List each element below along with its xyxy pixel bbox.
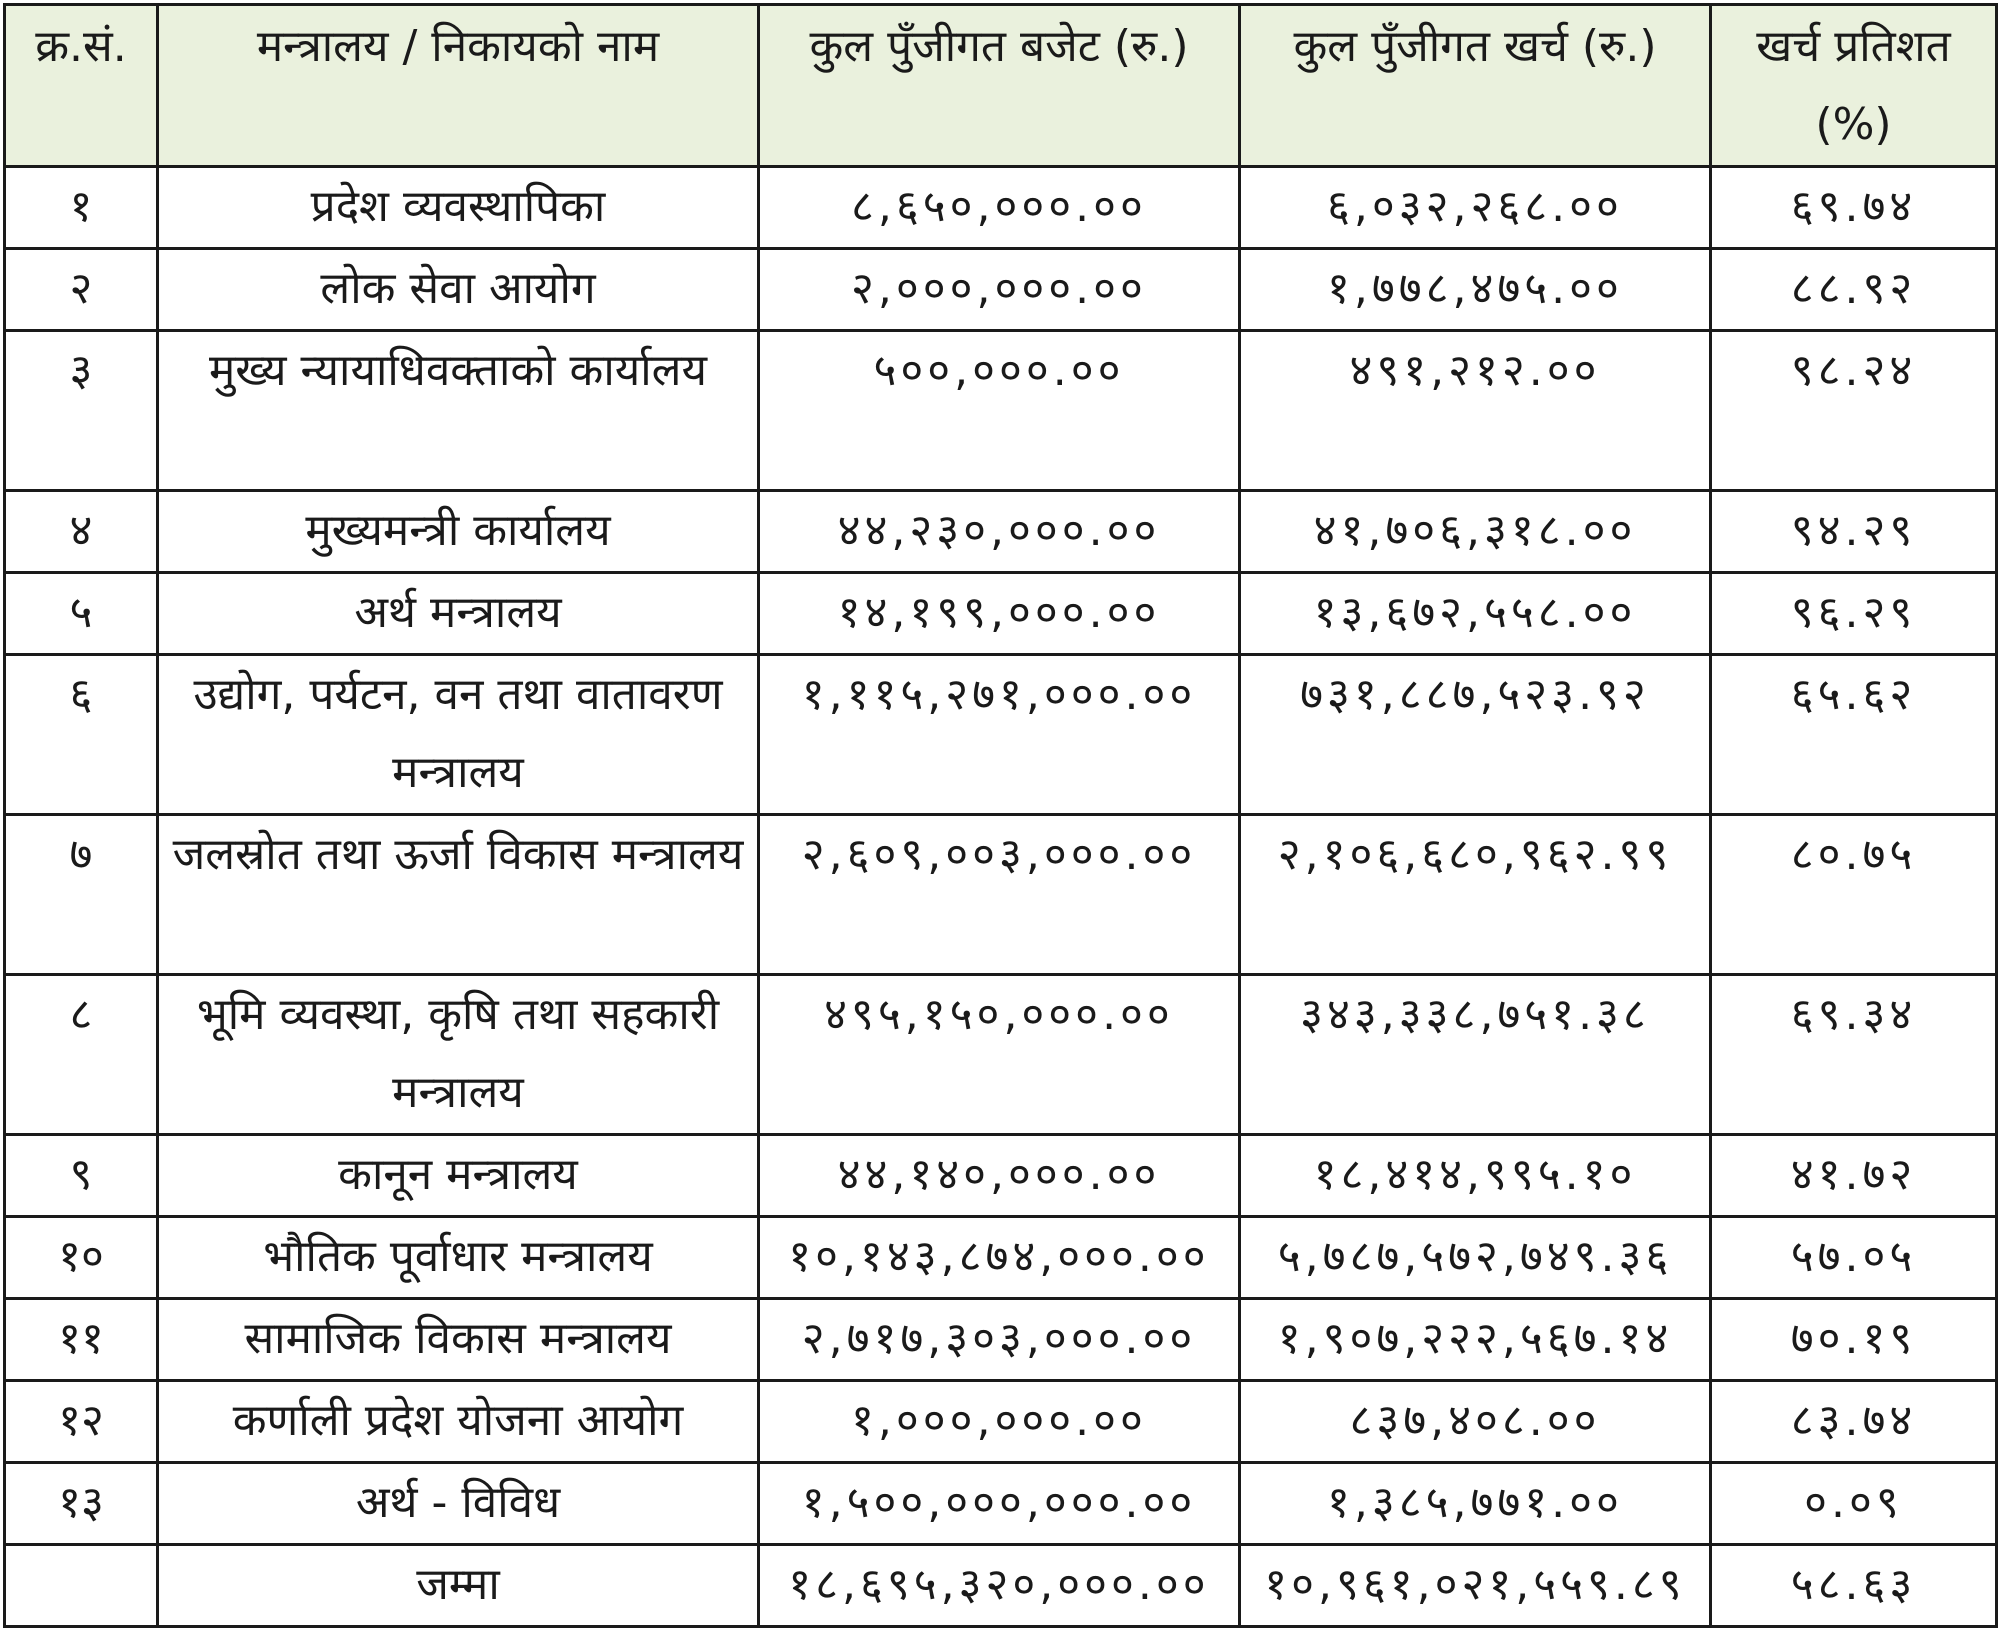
table-row — [5, 975, 1997, 1135]
total-row — [5, 1545, 1997, 1627]
header-total-expenditure: कुल पुँजीगत खर्च (रु.) — [1240, 5, 1711, 167]
row-budget: ५००,०००.०० — [759, 331, 1240, 491]
row-percent: ७०.१९ — [1711, 1299, 1997, 1381]
row-budget: २,७१७,३०३,०००.०० — [759, 1299, 1240, 1381]
row-expenditure: ७३१,८८७,५२३.९२ — [1240, 655, 1711, 815]
row-percent: ६९.७४ — [1711, 167, 1997, 249]
row-expenditure: १८,४१४,९९५.१० — [1240, 1135, 1711, 1217]
header-ministry-name: मन्त्रालय / निकायको नाम — [158, 5, 759, 167]
row-serial: ४ — [5, 491, 158, 573]
header-total-budget: कुल पुँजीगत बजेट (रु.) — [759, 5, 1240, 167]
row-budget: ४९५,१५०,०००.०० — [759, 975, 1240, 1135]
row-serial: ८ — [5, 975, 158, 1135]
row-serial: ७ — [5, 815, 158, 975]
row-ministry-name: भौतिक पूर्वाधार मन्त्रालय — [158, 1217, 759, 1299]
row-ministry-name: मुख्यमन्त्री कार्यालय — [158, 491, 759, 573]
total-label: जम्मा — [158, 1545, 759, 1627]
row-budget: ८,६५०,०००.०० — [759, 167, 1240, 249]
row-budget: २,०००,०००.०० — [759, 249, 1240, 331]
row-expenditure: १,९०७,२२२,५६७.१४ — [1240, 1299, 1711, 1381]
table-row — [5, 1135, 1997, 1217]
row-ministry-name: अर्थ - विविध — [158, 1463, 759, 1545]
row-ministry-name: लोक सेवा आयोग — [158, 249, 759, 331]
row-ministry-name: प्रदेश व्यवस्थापिका — [158, 167, 759, 249]
table-row — [5, 167, 1997, 249]
table-row — [5, 1381, 1997, 1463]
row-budget: ४४,२३०,०००.०० — [759, 491, 1240, 573]
row-serial: ५ — [5, 573, 158, 655]
row-budget: २,६०९,००३,०००.०० — [759, 815, 1240, 975]
row-serial: १२ — [5, 1381, 158, 1463]
row-percent: ४१.७२ — [1711, 1135, 1997, 1217]
total-expenditure: १०,९६१,०२१,५५९.८९ — [1240, 1545, 1711, 1627]
row-expenditure: ६,०३२,२६८.०० — [1240, 167, 1711, 249]
table-row — [5, 249, 1997, 331]
table-row — [5, 1217, 1997, 1299]
total-serial — [5, 1545, 158, 1627]
row-percent: ०.०९ — [1711, 1463, 1997, 1545]
row-ministry-name: भूमि व्यवस्था, कृषि तथा सहकारी मन्त्रालय — [158, 975, 759, 1135]
row-budget: १,११५,२७१,०००.०० — [759, 655, 1240, 815]
table-row — [5, 1463, 1997, 1545]
row-serial: ९ — [5, 1135, 158, 1217]
row-percent: ५७.०५ — [1711, 1217, 1997, 1299]
row-expenditure: ४९१,२१२.०० — [1240, 331, 1711, 491]
row-ministry-name: सामाजिक विकास मन्त्रालय — [158, 1299, 759, 1381]
row-expenditure: ५,७८७,५७२,७४९.३६ — [1240, 1217, 1711, 1299]
row-expenditure: ८३७,४०८.०० — [1240, 1381, 1711, 1463]
row-percent: ९८.२४ — [1711, 331, 1997, 491]
table-row — [5, 573, 1997, 655]
total-budget: १८,६९५,३२०,०००.०० — [759, 1545, 1240, 1627]
row-serial: ११ — [5, 1299, 158, 1381]
row-expenditure: १,३८५,७७१.०० — [1240, 1463, 1711, 1545]
row-expenditure: १३,६७२,५५८.०० — [1240, 573, 1711, 655]
row-budget: १४,१९९,०००.०० — [759, 573, 1240, 655]
row-ministry-name: अर्थ मन्त्रालय — [158, 573, 759, 655]
row-percent: ६९.३४ — [1711, 975, 1997, 1135]
table-row — [5, 815, 1997, 975]
total-percent: ५८.६३ — [1711, 1545, 1997, 1627]
row-expenditure: ४१,७०६,३१८.०० — [1240, 491, 1711, 573]
row-budget: १,५००,०००,०००.०० — [759, 1463, 1240, 1545]
row-ministry-name: जलस्रोत तथा ऊर्जा विकास मन्त्रालय — [158, 815, 759, 975]
row-budget: १०,१४३,८७४,०००.०० — [759, 1217, 1240, 1299]
capital-expenditure-table — [3, 3, 1998, 1628]
row-expenditure: २,१०६,६८०,९६२.९९ — [1240, 815, 1711, 975]
row-ministry-name: मुख्य न्यायाधिवक्ताको कार्यालय — [158, 331, 759, 491]
row-serial: १३ — [5, 1463, 158, 1545]
row-percent: ८०.७५ — [1711, 815, 1997, 975]
row-serial: ३ — [5, 331, 158, 491]
row-percent: ८३.७४ — [1711, 1381, 1997, 1463]
table-row — [5, 331, 1997, 491]
row-expenditure: ३४३,३३८,७५१.३८ — [1240, 975, 1711, 1135]
table-row — [5, 655, 1997, 815]
row-ministry-name: कानून मन्त्रालय — [158, 1135, 759, 1217]
row-percent: ९६.२९ — [1711, 573, 1997, 655]
header-expenditure-percent: खर्च प्रतिशत (%) — [1711, 5, 1997, 167]
header-serial: क्र.सं. — [5, 5, 158, 167]
row-serial: ६ — [5, 655, 158, 815]
row-percent: ६५.६२ — [1711, 655, 1997, 815]
table-row — [5, 1299, 1997, 1381]
row-budget: १,०००,०००.०० — [759, 1381, 1240, 1463]
row-budget: ४४,१४०,०००.०० — [759, 1135, 1240, 1217]
row-ministry-name: कर्णाली प्रदेश योजना आयोग — [158, 1381, 759, 1463]
header-row — [5, 5, 1997, 167]
row-percent: ९४.२९ — [1711, 491, 1997, 573]
row-ministry-name: उद्योग, पर्यटन, वन तथा वातावरण मन्त्रालय — [158, 655, 759, 815]
row-serial: १० — [5, 1217, 158, 1299]
row-serial: २ — [5, 249, 158, 331]
row-percent: ८८.९२ — [1711, 249, 1997, 331]
row-serial: १ — [5, 167, 158, 249]
row-expenditure: १,७७८,४७५.०० — [1240, 249, 1711, 331]
table-row — [5, 491, 1997, 573]
